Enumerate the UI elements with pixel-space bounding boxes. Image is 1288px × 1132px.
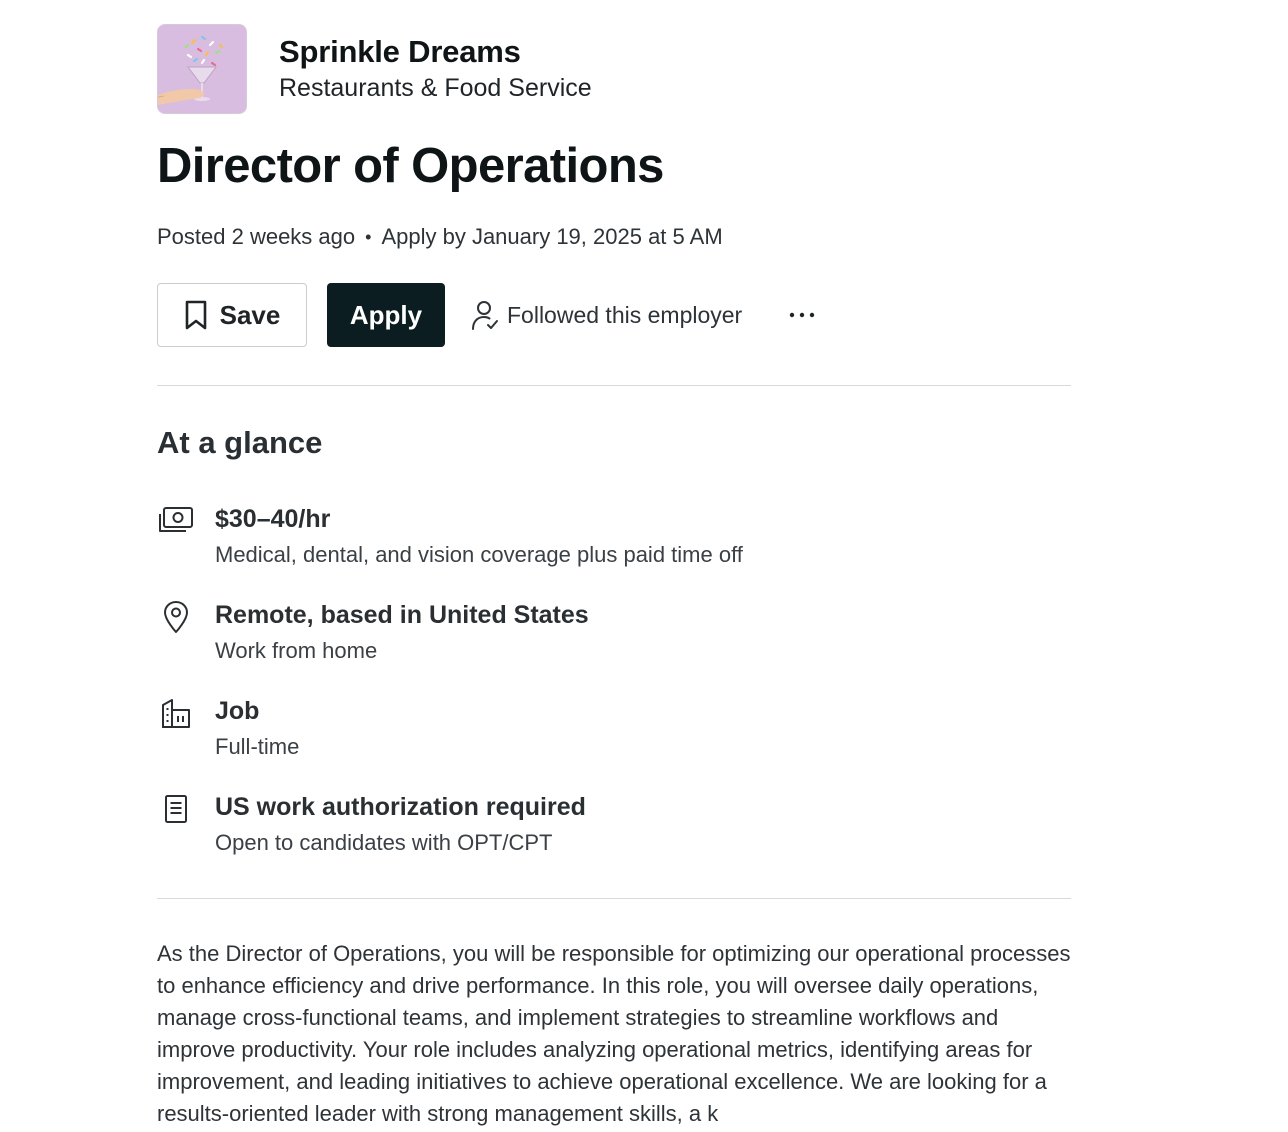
employer-logo[interactable] (157, 24, 247, 114)
divider-top (157, 385, 1071, 386)
follow-label: Followed this employer (507, 301, 743, 328)
job-type: Job (215, 697, 260, 725)
document-icon (157, 790, 195, 828)
posting-meta (157, 222, 723, 252)
location-text: Remote, based in United States (215, 601, 589, 629)
glance-item-job-type (157, 694, 1071, 766)
glance-item-location (157, 598, 1071, 670)
job-description: As the Director of Operations, you will be responsible for optimizing our operational processes to enhance efficiency and drive performance. In this role, you will oversee daily operations, manage cross-functional teams, and implement strategies to streamline workflows and improve productivity. Your role includes analyzing operational metrics, identifying areas for improvement, and leading initiatives to achieve operational excellence. We are looking for a results-oriented leader with strong management skills, a k (157, 941, 1071, 1126)
glance-item-pay (157, 502, 1071, 574)
person-check-icon (471, 299, 499, 331)
apply-button[interactable] (327, 283, 445, 347)
posted-date: Posted 2 weeks ago (157, 224, 356, 249)
work-authorization: US work authorization required (215, 793, 586, 821)
sprinkle-cocktail-logo-icon (158, 25, 246, 113)
glance-item-authorization (157, 790, 1071, 862)
building-icon (157, 694, 195, 732)
money-icon (157, 502, 195, 540)
location-pin-icon (157, 598, 195, 636)
bookmark-icon (184, 300, 208, 330)
follow-employer-button[interactable] (471, 299, 742, 331)
save-button[interactable] (157, 283, 307, 347)
divider-bottom (157, 898, 1071, 899)
pay-range: $30–40/hr (215, 505, 331, 533)
work-mode-text: Work from home (215, 638, 378, 663)
employment-type: Full-time (215, 734, 300, 759)
more-options-button[interactable] (788, 301, 816, 329)
benefits-text: Medical, dental, and vision coverage plus paid time off (215, 542, 743, 567)
employer-header (157, 24, 592, 114)
apply-deadline: Apply by January 19, 2025 at 5 AM (381, 224, 723, 249)
opt-cpt-note: Open to candidates with OPT/CPT (215, 830, 553, 855)
apply-label: Apply (349, 299, 423, 330)
employer-text (279, 33, 592, 105)
employer-name[interactable]: Sprinkle Dreams (279, 34, 521, 69)
employer-industry: Restaurants & Food Service (279, 74, 592, 102)
action-bar (157, 283, 816, 347)
at-a-glance-heading: At a glance (157, 425, 323, 460)
more-horizontal-icon (789, 311, 815, 319)
save-label: Save (219, 299, 281, 330)
meta-separator: • (365, 227, 372, 247)
job-title: Director of Operations (157, 139, 664, 193)
